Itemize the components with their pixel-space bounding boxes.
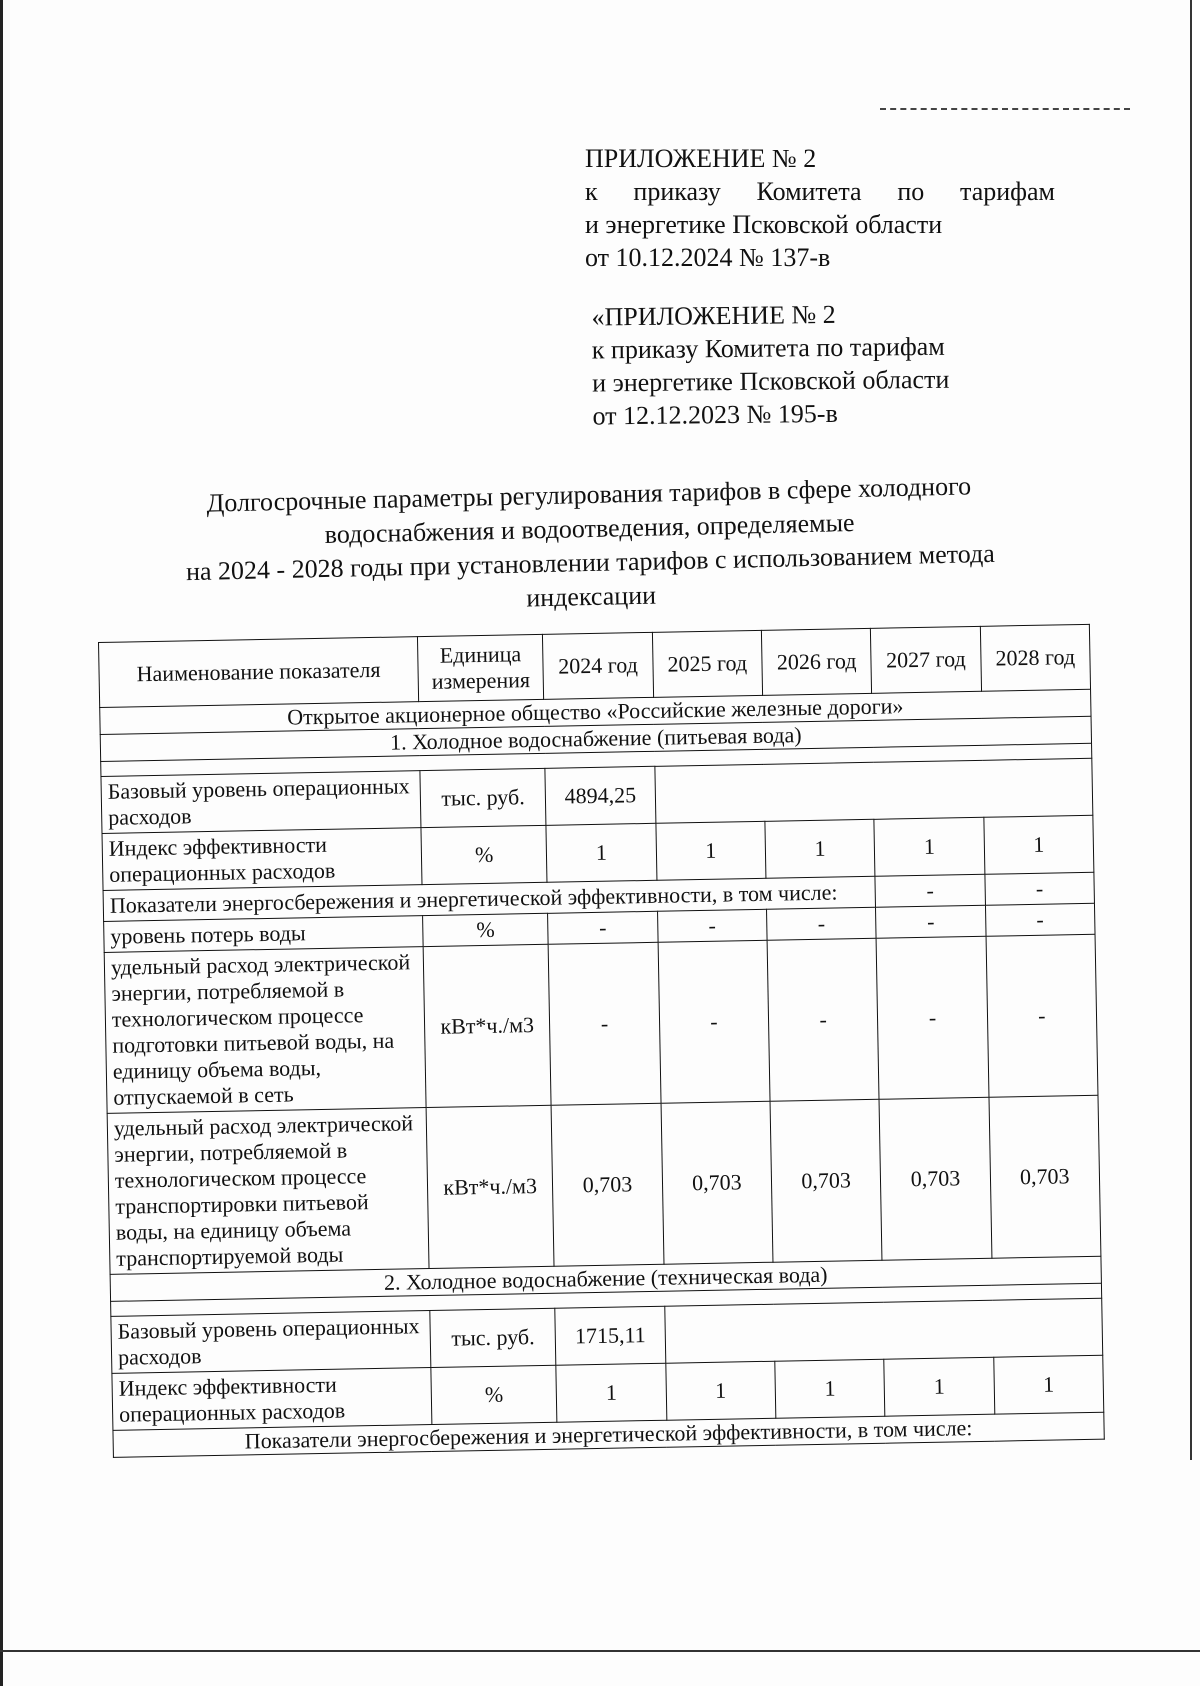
header-unit: Единица измерения	[417, 634, 544, 701]
appendix-previous-line2: и энергетике Псковской области	[592, 364, 950, 398]
row-value: -	[875, 874, 985, 907]
row-value: -	[985, 872, 1095, 905]
row-unit: кВт*ч./м3	[423, 944, 551, 1107]
row-value: 0,703	[551, 1103, 663, 1266]
row-value: 1	[884, 1357, 994, 1416]
section2-title: 2. Холодное водоснабжение (техническая вода)	[110, 1256, 1101, 1301]
row-value: 1	[765, 819, 875, 878]
word: Комитета	[756, 177, 862, 206]
row-value: -	[985, 903, 1095, 936]
row-value: -	[876, 936, 988, 1099]
title-line: на 2024 - 2028 годы при установлении тарифов с использованием метода	[185, 538, 996, 587]
word: к	[585, 177, 598, 206]
appendix-current-title: ПРИЛОЖЕНИЕ № 2	[585, 144, 817, 173]
parameters-table-wrapper	[98, 624, 1105, 1458]
header-year: 2025 год	[652, 630, 763, 697]
section1-title: 1. Холодное водоснабжение (питьевая вода)	[100, 716, 1091, 761]
row-name: удельный расход электрической энергии, потребляемой в технологическом процессе подготовки питьевой воды, на единицу объема воды, отпускаемой в сеть	[104, 947, 426, 1114]
word: тарифам	[960, 177, 1055, 206]
header-name: Наименование показателя	[99, 637, 419, 708]
row-unit: тыс. руб.	[430, 1308, 556, 1367]
row-value: 1715,11	[555, 1306, 665, 1365]
appendix-previous-line3: от 12.12.2023 № 195-в	[592, 398, 838, 431]
scan-edge-bottom	[0, 1650, 1200, 1652]
word: по	[897, 177, 925, 206]
row-name: Индекс эффективности операционных расходов	[102, 828, 422, 891]
appendix-current-line1	[585, 175, 1055, 208]
row-name: Индекс эффективности операционных расходов	[112, 1368, 432, 1431]
row-value: -	[548, 942, 660, 1105]
row-value: -	[657, 909, 767, 942]
row-value: 4894,25	[545, 766, 655, 825]
row-value: 0,703	[989, 1095, 1101, 1258]
header-year: 2027 год	[871, 626, 982, 693]
row-unit: %	[423, 913, 549, 946]
row-value: -	[766, 907, 876, 940]
header-dash-line	[880, 108, 1130, 110]
empty-cell	[655, 758, 1093, 823]
row-unit: тыс. руб.	[420, 768, 546, 827]
row-value: -	[876, 905, 986, 938]
row-value: 1	[546, 823, 656, 882]
row-value: 0,703	[661, 1101, 773, 1264]
table-row	[107, 1095, 1101, 1274]
appendix-current	[585, 142, 1055, 274]
row-value: 1	[775, 1359, 885, 1418]
appendix-current-line2: и энергетике Псковской области	[585, 210, 943, 239]
header-year: 2024 год	[543, 632, 654, 699]
title-line: Долгосрочные параметры регулирования тарифов в сфере холодного	[206, 471, 972, 518]
row-name: уровень потерь воды	[104, 916, 423, 953]
row-value: 0,703	[879, 1097, 991, 1260]
row-unit: %	[421, 825, 547, 884]
row-value: -	[986, 934, 1098, 1097]
appendix-previous	[591, 296, 1062, 433]
header-year: 2026 год	[761, 628, 872, 695]
title-line: водоснабжения и водоотведения, определяемые	[324, 507, 855, 550]
row-value: 1	[993, 1355, 1103, 1414]
row-value: 0,703	[770, 1099, 882, 1262]
energy-header: Показатели энергосбережения и энергетической эффективности, в том числе:	[103, 876, 876, 921]
row-unit: кВт*ч./м3	[426, 1105, 554, 1268]
row-value: 1	[665, 1361, 775, 1420]
empty-cell	[664, 1298, 1102, 1363]
row-value: 1	[874, 817, 984, 876]
header-year: 2028 год	[980, 624, 1091, 691]
word: приказу	[633, 177, 721, 206]
table-row	[104, 934, 1098, 1113]
appendix-current-line3: от 10.12.2024 № 137-в	[585, 243, 831, 272]
row-value: -	[548, 911, 658, 944]
row-value: -	[767, 938, 879, 1101]
appendix-previous-title: «ПРИЛОЖЕНИЕ № 2	[591, 299, 836, 332]
appendix-previous-line1: к приказу Комитета по тарифам	[591, 331, 945, 365]
row-unit: %	[431, 1365, 557, 1424]
organization-name: Открытое акционерное общество «Российские железные дороги»	[100, 689, 1091, 734]
parameters-table	[98, 624, 1105, 1458]
row-value: 1	[556, 1363, 666, 1422]
row-name: удельный расход электрической энергии, потребляемой в технологическом процессе транспортировки питьевой воды, на единицу объема транспортируемой воды	[107, 1108, 429, 1275]
row-value: 1	[656, 821, 766, 880]
scan-edge-right	[1190, 0, 1192, 1460]
row-value: -	[658, 940, 770, 1103]
row-value: 1	[984, 815, 1094, 874]
energy-header: Показатели энергосбережения и энергетической эффективности, в том числе:	[113, 1412, 1104, 1457]
row-name: Базовый уровень операционных расходов	[111, 1311, 431, 1374]
title-line: индексации	[525, 580, 657, 613]
scan-edge-left	[0, 0, 3, 1686]
row-name: Базовый уровень операционных расходов	[101, 771, 421, 834]
document-title	[129, 468, 1052, 625]
